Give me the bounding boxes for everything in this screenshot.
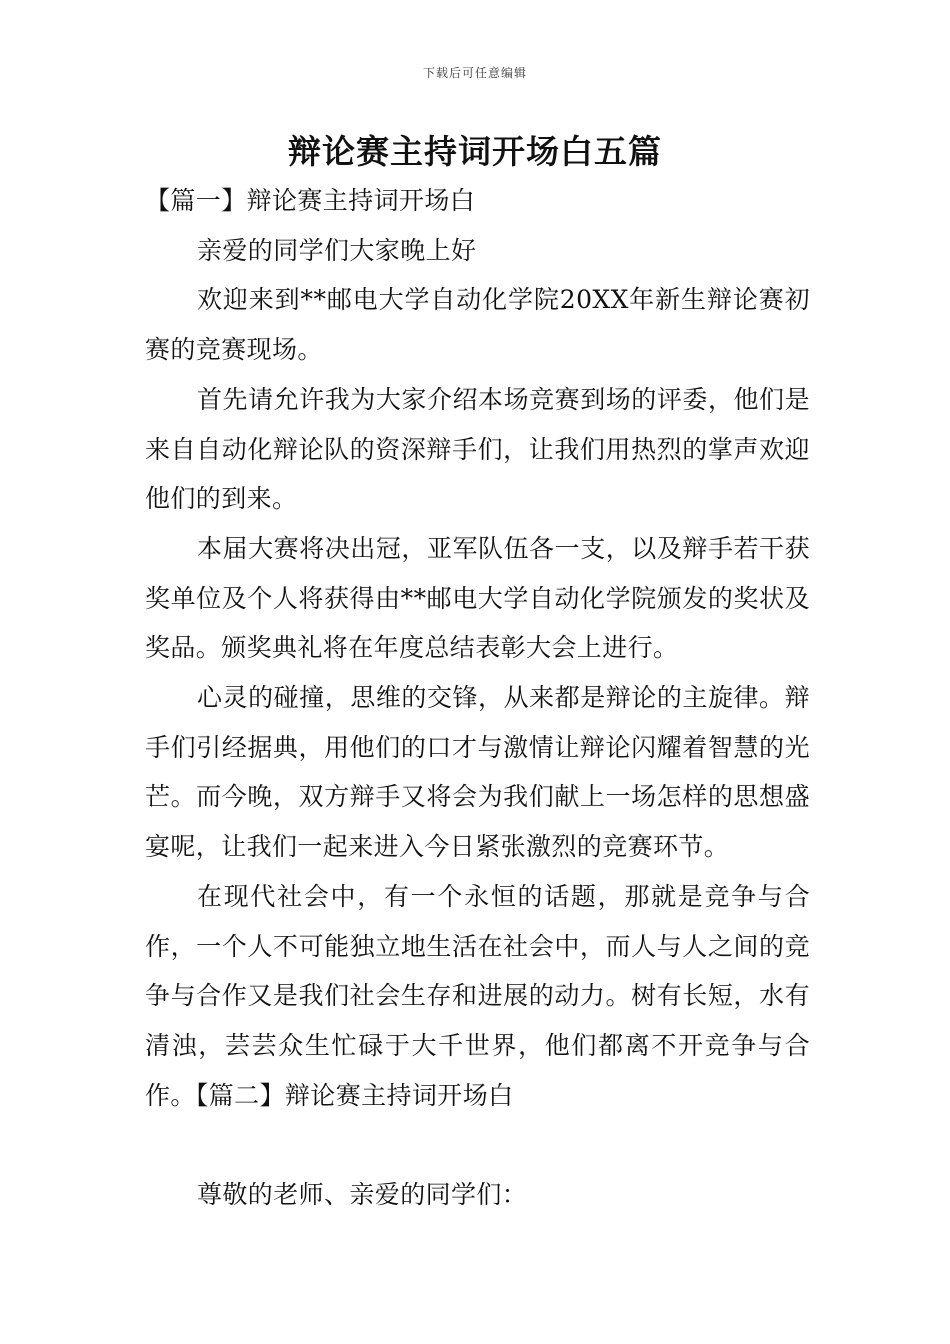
- section-heading: 【篇一】辩论赛主持词开场白: [145, 186, 476, 215]
- paragraph: 心灵的碰撞，思维的交锋，从来都是辩论的主旋律。辩手们引经据典，用他们的口才与激情让辩论闪耀着智慧的光芒。而今晚，双方辩手又将会为我们献上一场怎样的思想盛宴呢，让我们一起来进入今日紧张激烈的竞赛环节。: [145, 683, 810, 862]
- document-body: [145, 176, 810, 1220]
- paragraph: 在现代社会中，有一个永恒的话题，那就是竞争与合作，一个人不可能独立地生活在社会中，而人与人之间的竞争与合作又是我们社会生存和进展的动力。树有长短，水有清浊，芸芸众生忙碌于大千世界，他们都离不开竞争与合作。【篇二】辩论赛主持词开场白: [145, 881, 810, 1110]
- paragraph: 尊敬的老师、亲爱的同学们：: [197, 1180, 528, 1210]
- document-title: 辩论赛主持词开场白五篇: [288, 132, 662, 171]
- paragraph: 亲爱的同学们大家晚上好: [197, 235, 477, 265]
- paragraph: 欢迎来到**邮电大学自动化学院20XX年新生辩论赛初赛的竞赛现场。: [145, 285, 810, 365]
- paragraph-gap: [145, 1120, 810, 1170]
- header-note: 下载后可任意编辑: [422, 66, 527, 80]
- paragraph: 本届大赛将决出冠，亚军队伍各一支，以及辩手若干获奖单位及个人将获得由**邮电大学自动化学院颁发的奖状及奖品。颁奖典礼将在年度总结表彰大会上进行。: [145, 533, 810, 663]
- paragraph: 首先请允许我为大家介绍本场竞赛到场的评委，他们是来自自动化辩论队的资深辩手们，让我们用热烈的掌声欢迎他们的到来。: [145, 384, 810, 514]
